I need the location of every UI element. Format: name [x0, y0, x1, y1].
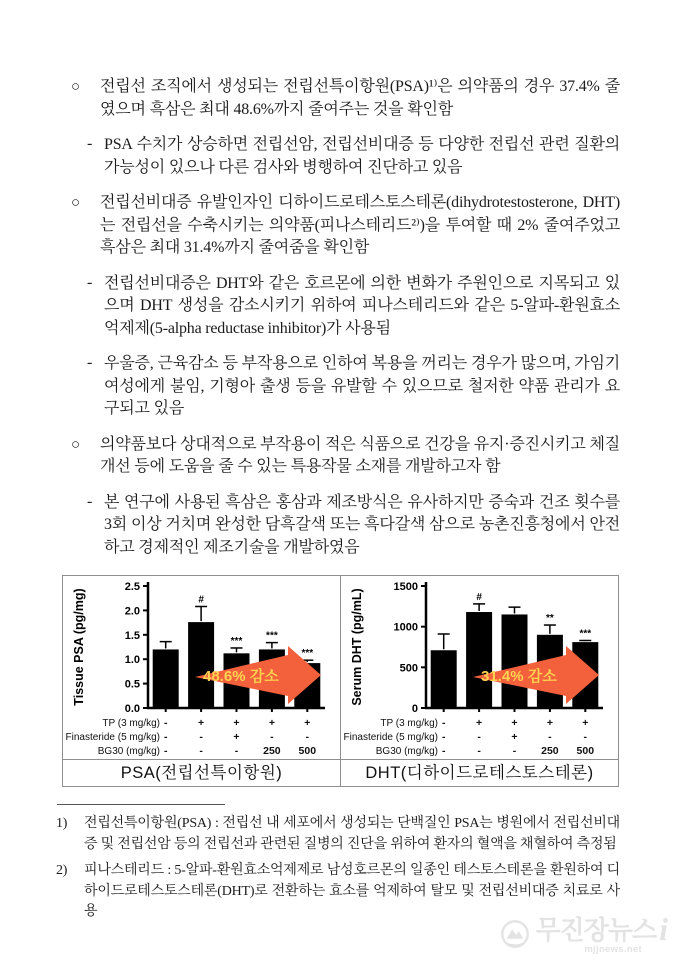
svg-text:#: # [198, 594, 204, 606]
svg-text:+: + [304, 717, 311, 729]
svg-text:-: - [163, 745, 168, 757]
footnote-marker: 2) [56, 863, 68, 878]
svg-text:1000: 1000 [393, 621, 418, 634]
svg-text:+: + [511, 717, 518, 729]
sub-paragraph-side-effects [62, 353, 620, 421]
watermark-i-mark: i [659, 910, 668, 947]
svg-text:1.0: 1.0 [124, 654, 140, 667]
paragraph-text: 우울증, 근육감소 등 부작용으로 인하여 복용을 꺼리는 경우가 많으며, 가임기 여성에게 불임, 기형아 출생 등을 유발할 수 있으므로 철저한 약품 관리가 요구되고 있음 [104, 355, 620, 417]
svg-text:0.5: 0.5 [124, 678, 140, 691]
dht-chart-caption: DHT(디하이드로테스토스테론) [341, 759, 618, 786]
svg-text:250: 250 [541, 745, 559, 757]
document-body [56, 76, 620, 929]
svg-text:Finasteride (5 mg/kg): Finasteride (5 mg/kg) [65, 732, 160, 743]
news-watermark [499, 910, 668, 955]
svg-text:-: - [305, 731, 310, 743]
footnote-text: 피나스테리드 : 5-알파-환원효소억제제로 남성호르몬의 일종인 테스토스테론을 환원하여 디하이드로테스토스테론(DHT)로 전환하는 효소를 억제하여 탈모 및 전립선비대증 치료로 사용 [84, 863, 620, 919]
svg-text:BG30 (mg/kg): BG30 (mg/kg) [375, 746, 438, 757]
svg-text:-: - [270, 731, 274, 743]
watermark-site-url: mjjnews.net [584, 943, 642, 955]
svg-text:+: + [476, 717, 483, 729]
footnote-separator [57, 804, 225, 805]
svg-text:Finasteride (5 mg/kg): Finasteride (5 mg/kg) [343, 732, 438, 743]
svg-text:0.0: 0.0 [124, 703, 140, 715]
svg-text:1.5: 1.5 [124, 629, 140, 642]
paragraph-text: 전립선비대증은 DHT와 같은 호르몬에 의한 변화가 주원인으로 지목되고 있으며 DHT 생성을 감소시키기 위하여 피나스테리드와 같은 5-알파-환원효소억제제(5-alpha reductase inhibitor)가 사용됨 [104, 274, 620, 337]
svg-text:***: *** [579, 628, 592, 640]
svg-text:**: ** [546, 613, 554, 625]
svg-text:BG30 (mg/kg): BG30 (mg/kg) [97, 746, 160, 757]
svg-text:-: - [441, 731, 446, 743]
results-figure [62, 575, 619, 787]
svg-text:Tissue PSA (pg/mg): Tissue PSA (pg/mg) [72, 588, 86, 706]
svg-text:500: 500 [399, 662, 418, 675]
svg-text:+: + [233, 731, 240, 743]
paragraph-text: 전립선비대증 유발인자인 디하이드로테스토스테론(dihydrotestosterone, DHT)는 전립선을 수축시키는 의약품(피나스테리드²⁾)을 투여할 때 2% 줄여주었고 흑삼은 최대 31.4%까지 줄여줌을 확인함 [100, 194, 620, 256]
paragraph-text: 전립선 조직에서 생성되는 전립선특이항원(PSA)¹⁾은 의약품의 경우 37.4% 줄였으며 흑삼은 최대 48.6%까지 줄여주는 것을 확인함 [100, 78, 620, 118]
svg-text:***: *** [230, 635, 243, 647]
circle-bullet-icon: ○ [71, 79, 80, 95]
svg-text:+: + [268, 717, 275, 729]
svg-text:500: 500 [298, 745, 317, 757]
svg-text:500: 500 [576, 745, 595, 757]
svg-text:-: - [163, 731, 168, 743]
footnote-psa [56, 814, 620, 855]
paragraph-text: 본 연구에 사용된 흑삼은 홍삼과 제조방식은 유사하지만 증숙과 건조 횟수를 3회 이상 거치며 완성한 담흑갈색 또는 흑다갈색 삼으로 농촌진흥청에서 안전하고 경제적인 제조기술을 개발하였음 [104, 493, 620, 556]
paragraph-text: PSA 수치가 상승하면 전립선암, 전립선비대증 등 다양한 전립선 관련 질환의 가능성이 있으나 다른 검사와 병행하여 진단하고 있음 [104, 136, 620, 176]
svg-text:-: - [477, 745, 481, 757]
svg-text:-: - [477, 731, 481, 743]
circle-bullet-icon: ○ [71, 436, 80, 453]
svg-text:31.4% 감소: 31.4% 감소 [481, 668, 557, 685]
svg-text:48.6% 감소: 48.6% 감소 [203, 668, 279, 685]
dash-bullet-icon: - [87, 354, 93, 371]
footnote-text: 전립선특이항원(PSA) : 전립선 내 세포에서 생성되는 단백질인 PSA는 병원에서 전립선비대증 및 전립선암 등의 전립선과 관련된 질병의 진단을 위하여 환자의 혈액을 채혈하여 측정됨 [84, 816, 620, 852]
figure-panel-psa [63, 576, 340, 786]
paragraph-text: 의약품보다 상대적으로 부작용이 적은 식품으로 건강을 유지·증진시키고 체질개선 등에 도움을 줄 수 있는 특용작물 소재를 개발하고자 함 [100, 435, 620, 475]
svg-text:+: + [546, 717, 553, 729]
svg-text:-: - [163, 717, 168, 729]
sub-paragraph-dht-detail [62, 273, 620, 341]
svg-text:0: 0 [411, 703, 418, 715]
footnote-marker: 1) [56, 816, 68, 831]
mountain-logo-icon [499, 919, 531, 951]
svg-text:-: - [199, 745, 203, 757]
psa-chart-caption: PSA(전립선특이항원) [63, 759, 340, 786]
circle-bullet-icon: ○ [71, 195, 80, 211]
svg-text:-: - [512, 745, 517, 757]
svg-text:TP (3 mg/kg): TP (3 mg/kg) [102, 718, 160, 729]
svg-text:-: - [441, 745, 446, 757]
svg-text:-: - [199, 731, 203, 743]
bullet-paragraph-dht-summary [62, 192, 620, 260]
svg-text:***: *** [266, 630, 278, 642]
dht-bar-chart [341, 576, 618, 759]
svg-text:Serum DHT (pg/mL): Serum DHT (pg/mL) [350, 588, 364, 706]
bullet-paragraph-food-material [62, 434, 620, 479]
svg-text:-: - [583, 731, 588, 743]
svg-text:250: 250 [263, 745, 281, 757]
dash-bullet-icon: - [87, 135, 93, 152]
sub-paragraph-psa-detail [62, 134, 620, 179]
svg-text:1500: 1500 [393, 581, 418, 593]
watermark-title: 무진장뉴스 [535, 914, 657, 945]
svg-text:***: *** [301, 648, 314, 660]
figure-panel-dht [340, 576, 618, 786]
svg-text:-: - [234, 745, 239, 757]
svg-text:2.0: 2.0 [124, 605, 140, 618]
svg-text:+: + [233, 717, 240, 729]
svg-text:#: # [476, 591, 482, 603]
svg-text:+: + [198, 717, 205, 729]
svg-text:-: - [548, 731, 552, 743]
watermark-text [535, 910, 668, 955]
dash-bullet-icon: - [87, 492, 93, 510]
bullet-paragraph-psa-summary [62, 76, 620, 121]
psa-bar-chart [63, 576, 340, 759]
svg-text:2.5: 2.5 [124, 581, 140, 593]
svg-text:-: - [441, 717, 446, 729]
svg-text:+: + [582, 717, 589, 729]
footnote-finasteride [56, 861, 620, 923]
svg-text:TP (3 mg/kg): TP (3 mg/kg) [380, 718, 438, 729]
dash-bullet-icon: - [87, 273, 93, 291]
sub-paragraph-black-ginseng [62, 492, 620, 560]
svg-text:+: + [511, 731, 518, 743]
